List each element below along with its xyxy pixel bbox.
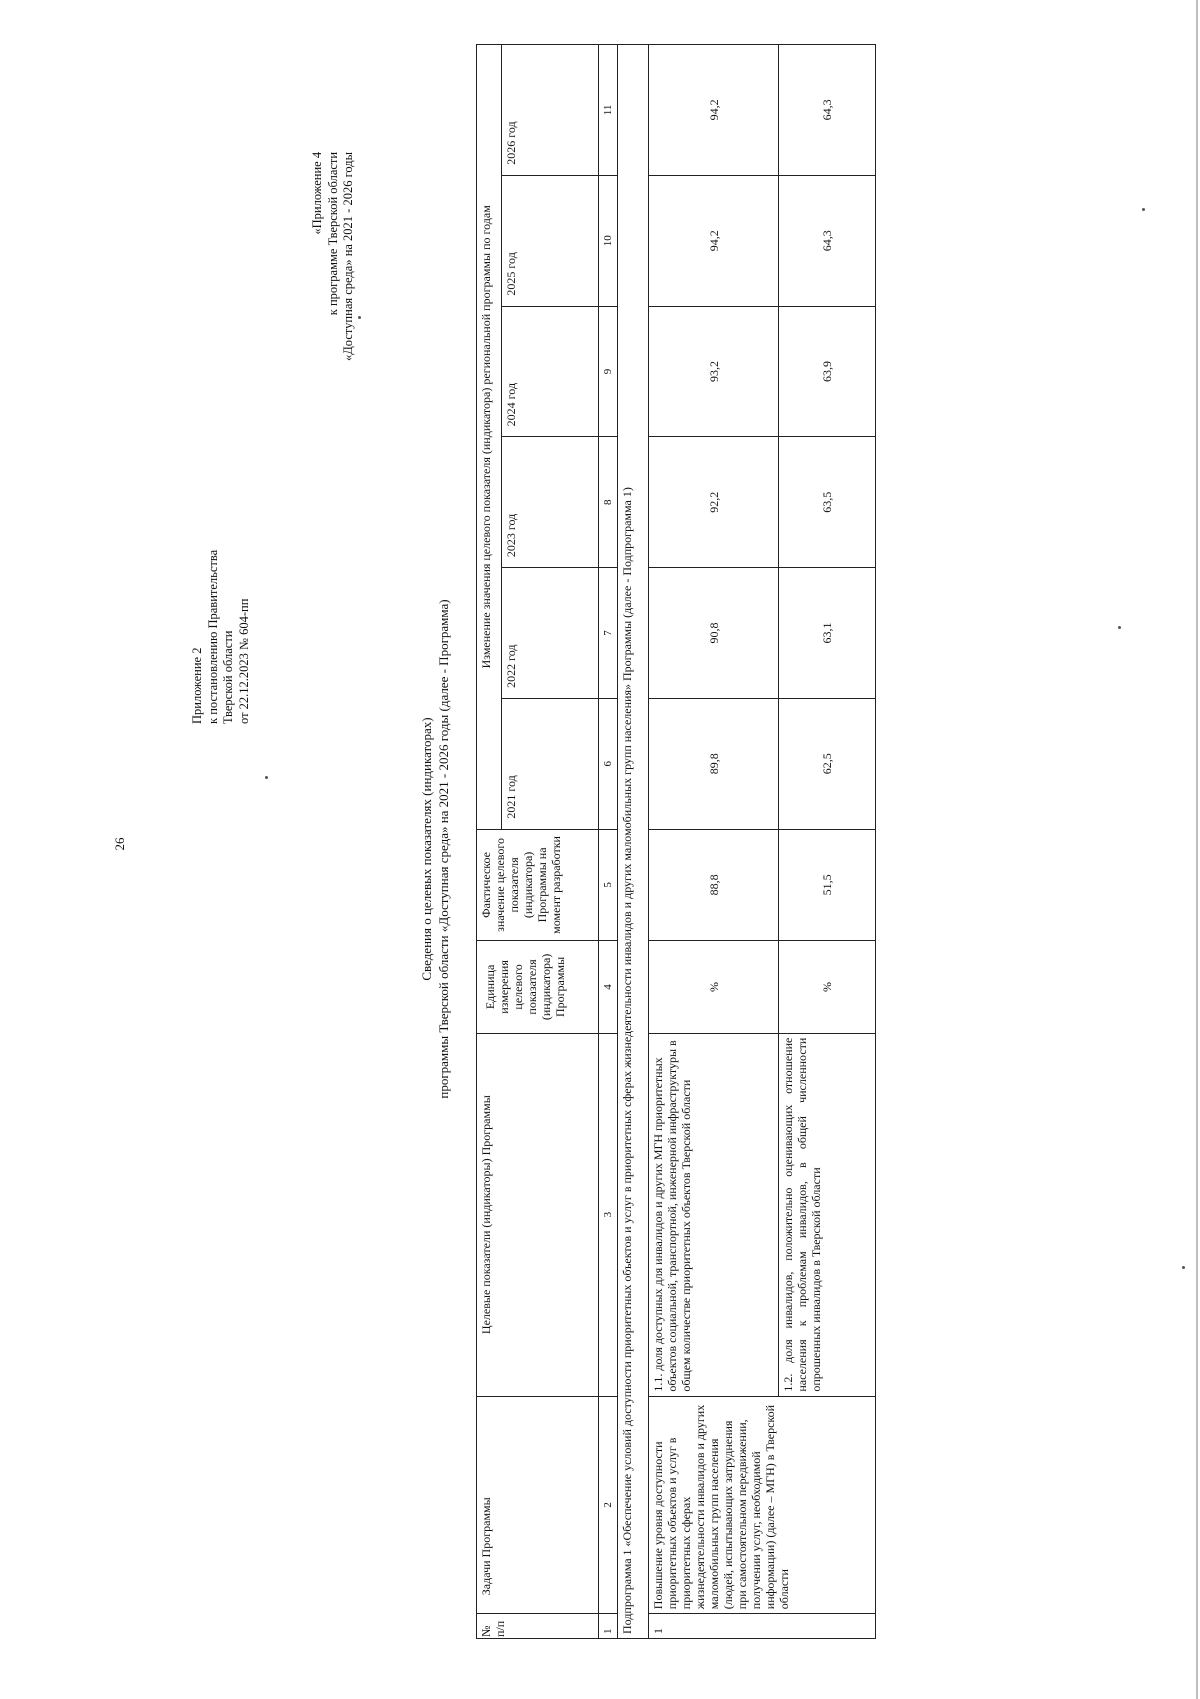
appendix-4-line: «Доступная среда» на 2021 - 2026 годы (341, 151, 355, 361)
column-number: 6 (599, 698, 618, 829)
table-title (418, 99, 452, 1599)
column-number: 4 (599, 941, 618, 1033)
year-value: 62,5 (779, 698, 876, 829)
column-number: 11 (599, 45, 618, 176)
fact-value: 88,8 (649, 829, 779, 941)
page-number: 26 (112, 837, 127, 851)
header-year: 2021 год (502, 698, 599, 829)
scan-speck (265, 776, 268, 779)
unit-cell: % (779, 941, 876, 1033)
column-numbers-row (599, 45, 618, 1639)
appendix-2-line: от 22.12.2023 № 604-пп (236, 598, 251, 724)
year-value: 93,2 (649, 306, 779, 437)
table-title-line-2: программы Тверской области «Доступная среда» на 2021 - 2026 годы (далее - Программа) (436, 599, 451, 1099)
subprogram-title: Подпрограмма 1 «Обеспечение условий доступности приоритетных объектов и услуг в приоритетных сферах жизнедеятельности инвалидов и других маломобильных групп населения» Программы (далее - Подпрограмма 1) (618, 45, 649, 1639)
header-fact: Фактическое значение целевого показателя (индикатора) Программы на момент разработки (477, 829, 599, 941)
column-number: 9 (599, 306, 618, 437)
header-change: Изменение значения целевого показателя (индикатора) региональной программы по годам (477, 45, 502, 830)
column-number: 7 (599, 568, 618, 699)
year-value: 92,2 (649, 437, 779, 568)
appendix-4-line: «Приложение 4 (310, 151, 324, 235)
scan-speck (1142, 208, 1145, 211)
column-number: 1 (599, 1614, 618, 1639)
year-value: 63,5 (779, 437, 876, 568)
unit-cell: % (649, 941, 779, 1033)
header-year: 2023 год (502, 437, 599, 568)
appendix-4-line: к программе Тверской области (325, 151, 340, 316)
year-value: 63,9 (779, 306, 876, 437)
scan-speck (1182, 1266, 1185, 1269)
task-text: Повышение уровня доступности приоритетных объектов и услуг в приоритетных сферах жизнедеятельности инвалидов и других маломобильных групп населения (людей, испытывающих затруднения при самостоятельном передвижении, получении услуг, необходимой информации) (далее – МГН) в Тверской области (649, 1396, 876, 1614)
appendix-2-header (190, 550, 252, 724)
header-year: 2025 год (502, 175, 599, 306)
table-header-row (477, 45, 502, 1639)
column-number: 8 (599, 437, 618, 568)
column-number: 10 (599, 175, 618, 306)
year-value: 94,2 (649, 45, 779, 176)
appendix-2-line: к постановлению Правительства (205, 549, 220, 724)
scan-edge-line (1196, 0, 1198, 1699)
column-number: 3 (599, 1033, 618, 1396)
year-value: 94,2 (649, 175, 779, 306)
indicators-table (476, 44, 876, 1639)
header-year: 2022 год (502, 568, 599, 699)
year-value: 64,3 (779, 175, 876, 306)
task-number: 1 (649, 1614, 876, 1639)
year-value: 63,1 (779, 568, 876, 699)
scan-speck (358, 316, 361, 319)
appendix-2-line: Тверской области (221, 630, 235, 724)
table-row (649, 45, 779, 1639)
header-no: № п/п (477, 1614, 599, 1639)
header-indicator: Целевые показатели (индикаторы) Программы (477, 1033, 599, 1396)
appendix-2-line: Приложение 2 (190, 647, 204, 724)
year-value: 89,8 (649, 698, 779, 829)
scan-speck (1118, 626, 1121, 629)
header-unit: Единица измерения целевого показателя (индикатора) Программы (477, 941, 599, 1033)
subprogram-row (618, 45, 649, 1639)
header-task: Задачи Программы (477, 1396, 599, 1614)
year-value: 90,8 (649, 568, 779, 699)
appendix-4-header (310, 152, 357, 361)
fact-value: 51,5 (779, 829, 876, 941)
year-value: 64,3 (779, 45, 876, 176)
indicator-text: 1.1. доля доступных для инвалидов и других МГН приоритетных объектов социальной, транспортной, инженерной инфраструктуры в общем количестве приоритетных объектов Тверской области (649, 1033, 779, 1396)
indicator-text: 1.2. доля инвалидов, положительно оценивающих отношение населения к проблемам инвалидов, в общей численности опрошенных инвалидов в Тверской области (779, 1033, 876, 1396)
header-year: 2026 год (502, 45, 599, 176)
column-number: 5 (599, 829, 618, 941)
header-year: 2024 год (502, 306, 599, 437)
column-number: 2 (599, 1396, 618, 1614)
table-title-line-1: Сведения о целевых показателях (индикаторах) (419, 717, 434, 981)
